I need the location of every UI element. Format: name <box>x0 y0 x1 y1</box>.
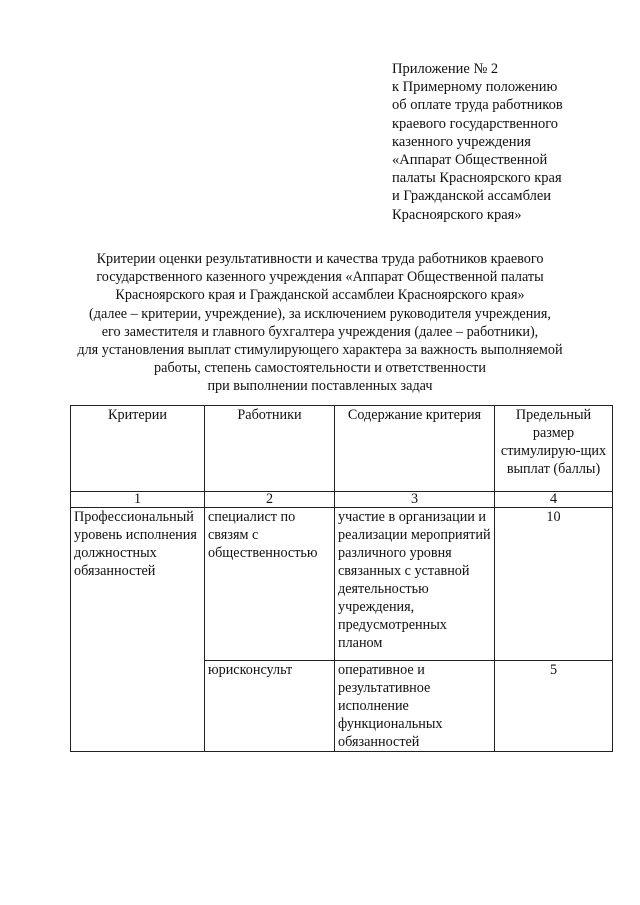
title-line: для установления выплат стимулирующего характера за важность выполняемой <box>77 342 563 359</box>
appendix-line: краевого государственного <box>392 115 559 132</box>
column-number: 4 <box>495 492 613 508</box>
criterion-cell: Профессиональный уровень исполнения должностных обязанностей <box>71 508 205 752</box>
appendix-line: казенного учреждения <box>392 133 531 150</box>
points-cell: 5 <box>495 661 613 752</box>
worker-cell: юрисконсульт <box>205 661 335 752</box>
column-number: 1 <box>71 492 205 508</box>
title-line: работы, степень самостоятельности и ответственности <box>154 360 486 377</box>
title-line: Красноярского края и Гражданской ассамблеи Красноярского края» <box>115 287 525 304</box>
title-line: при выполнении поставленных задач <box>207 378 433 395</box>
column-numbers-row <box>71 492 613 508</box>
column-number: 3 <box>335 492 495 508</box>
appendix-block <box>392 60 632 224</box>
appendix-line: и Гражданской ассамблеи <box>392 188 552 205</box>
points-cell: 10 <box>495 508 613 661</box>
appendix-line: «Аппарат Общественной <box>392 152 548 169</box>
title-line: Критерии оценки результативности и качества труда работников краевого <box>96 251 544 267</box>
title-line: государственного казенного учреждения «Аппарат Общественной палаты <box>96 269 544 286</box>
appendix-line: об оплате труда работников <box>392 97 563 114</box>
header-workers: Работники <box>205 406 335 492</box>
content-cell: оперативное и результативное исполнение функциональных обязанностей <box>335 661 495 752</box>
appendix-line: к Примерному положению <box>392 79 558 96</box>
title-line: (далее – критерии, учреждение), за исключением руководителя учреждения, <box>89 305 551 322</box>
document-title <box>20 250 620 396</box>
column-number: 2 <box>205 492 335 508</box>
appendix-line: Красноярского края» <box>392 206 522 223</box>
header-max-payment: Предельный размер стимулирую-щих выплат (баллы) <box>495 406 613 492</box>
appendix-line: Приложение № 2 <box>392 61 499 77</box>
content-cell: участие в организации и реализации мероприятий различного уровня связанных с уставной деятельностью учреждения, предусмотренных планом <box>335 508 495 661</box>
appendix-line: палаты Красноярского края <box>392 170 562 187</box>
title-line: его заместителя и главного бухгалтера учреждения (далее – работники), <box>101 323 539 340</box>
table-row <box>71 508 613 661</box>
header-content: Содержание критерия <box>335 406 495 492</box>
criteria-table <box>70 405 613 752</box>
worker-cell: специалист по связям с общественностью <box>205 508 335 661</box>
table-header-row <box>71 406 613 492</box>
header-criteria: Критерии <box>71 406 205 492</box>
